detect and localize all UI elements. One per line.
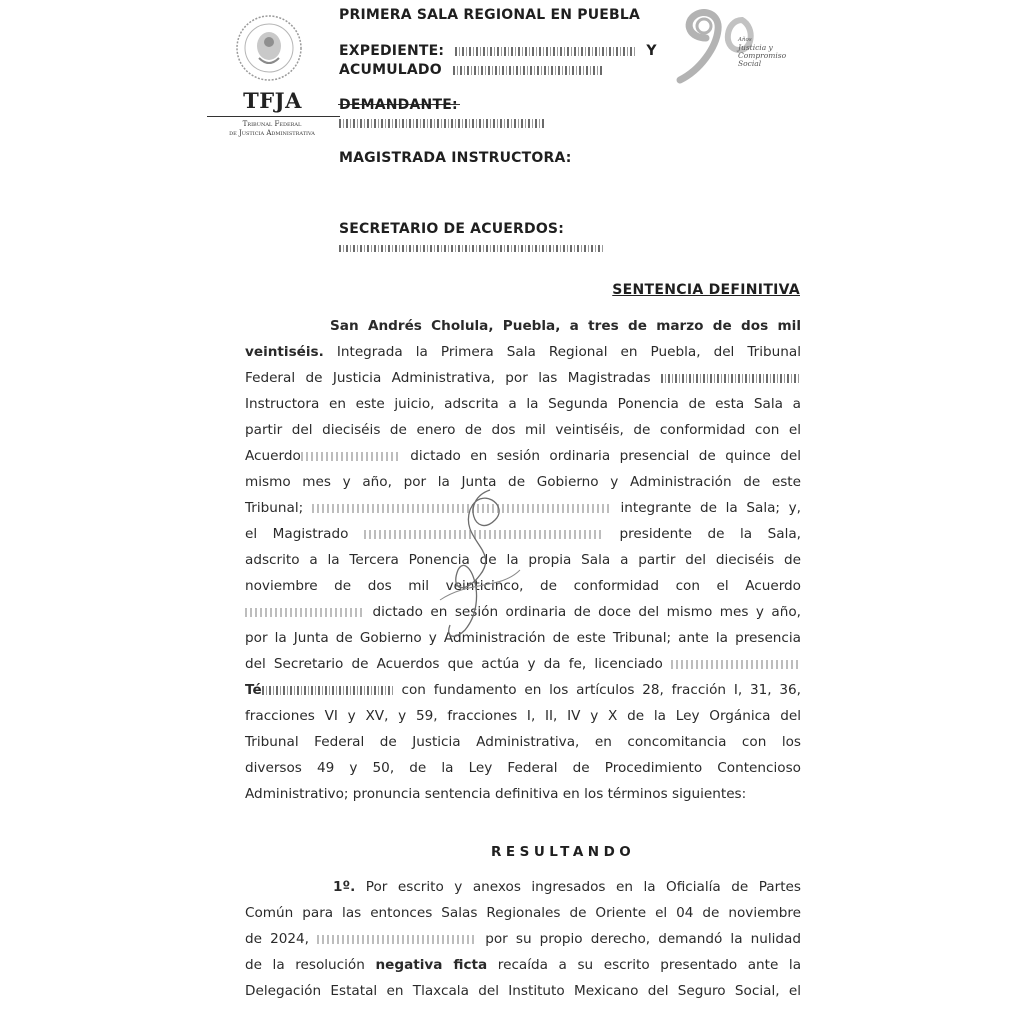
anniv-compromiso: Compromiso Social	[738, 51, 787, 68]
p1-line: mismo mes y año, por la Junta de Gobierno y Administración de este	[245, 474, 801, 490]
p1-line-text: presidente de la Sala,	[619, 526, 801, 542]
expediente-label: EXPEDIENTE:	[339, 43, 445, 59]
redacted-acumulado	[453, 66, 603, 75]
redacted-magistradas	[661, 374, 801, 383]
negativa-ficta-bold: negativa ficta	[375, 957, 488, 973]
p2-line: Común para las entonces Salas Regionales de Oriente el 04 de noviembre	[245, 905, 801, 921]
redacted-demandante-2	[317, 935, 477, 944]
p2-line: Delegación Estatal en Tlaxcala del Instituto Mexicano del Seguro Social, el	[245, 983, 801, 999]
anniv-justicia: Justicia y	[738, 43, 773, 52]
expediente-field	[339, 43, 657, 59]
secretario-label: SECRETARIO DE ACUERDOS:	[339, 221, 565, 237]
p1-line-text: con fundamento en los artículos 28, fracción I, 31, 36,	[401, 682, 801, 698]
p1-line	[245, 365, 801, 391]
p1-line-text: Té	[245, 682, 262, 698]
paragraph-resultando-1	[245, 874, 801, 1004]
p1-line	[245, 339, 801, 365]
sala-heading: PRIMERA SALA REGIONAL EN PUEBLA	[339, 7, 641, 23]
demandante-value	[339, 115, 544, 131]
redacted-acuerdo-2	[245, 608, 365, 617]
p2-line-text: de 2024,	[245, 931, 310, 947]
p1-line	[245, 677, 801, 703]
p1-line: Administrativo; pronuncia sentencia definitiva en los términos siguientes:	[245, 786, 747, 802]
p1-line-text: Acuerdo	[245, 448, 301, 464]
p1-line: por la Junta de Gobierno y Administración de este Tribunal; ante la presencia	[245, 630, 801, 646]
redacted-magistrado	[364, 530, 604, 539]
date-year-bold: veintiséis.	[245, 344, 324, 360]
redacted-acuerdo	[301, 452, 401, 461]
p1-line-text: del Secretario de Acuerdos que actúa y da fe, licenciado	[245, 656, 663, 672]
tfja-full-name	[197, 120, 347, 138]
p1-line: noviembre de dos mil veinticinco, de conformidad con el Acuerdo	[245, 578, 801, 594]
demandante-label: DEMANDANTE:	[339, 97, 458, 113]
p2-line	[245, 926, 801, 952]
p2-line-text: por su propio derecho, demandó la nulidad	[485, 931, 801, 947]
tfja-name-line2: de Justicia Administrativa	[229, 129, 315, 137]
p1-line	[245, 599, 801, 625]
p1-line-text: Federal de Justicia Administrativa, por las Magistradas	[245, 370, 651, 386]
p1-line-text: Tribunal;	[245, 500, 304, 516]
acumulado-field	[339, 62, 603, 78]
redacted-licenciado	[671, 660, 801, 669]
tfja-acronym: TFJA	[243, 88, 302, 113]
p1-line-text: dictado en sesión ordinaria de doce del mismo mes y año,	[372, 604, 801, 620]
p2-line	[245, 952, 801, 978]
p1-line-text: el Magistrado	[245, 526, 349, 542]
p2-line	[245, 874, 801, 900]
secretario-value	[339, 240, 605, 256]
p1-line: Tribunal Federal de Justicia Administrativa, en concomitancia con los	[245, 734, 801, 750]
redacted-demandante	[339, 119, 544, 128]
logo-divider	[207, 116, 340, 117]
p1-line: diversos 49 y 50, de la Ley Federal de Procedimiento Contencioso	[245, 760, 801, 776]
expediente-suffix: Y	[646, 43, 657, 59]
anniversary-tagline	[738, 36, 798, 68]
anniv-years: Años	[738, 37, 752, 43]
p2-line-text: recaída a su escrito presentado ante la	[497, 957, 802, 973]
p1-line	[245, 495, 801, 521]
paragraph-integracion	[245, 313, 801, 807]
p2-line-text: de la resolución	[245, 957, 365, 973]
p1-line-text: integrante de la Sala; y,	[620, 500, 801, 516]
p1-line	[245, 521, 801, 547]
p1-line-text: dictado en sesión ordinaria presencial de quince del	[410, 448, 801, 464]
magistrada-label: MAGISTRADA INSTRUCTORA:	[339, 150, 572, 166]
redacted-licenciado-2	[262, 686, 394, 695]
p1-line: partir del dieciséis de enero de dos mil veintiséis, de conformidad con el	[245, 422, 801, 438]
p1-line	[245, 651, 801, 677]
redacted-expediente	[455, 47, 635, 56]
p1-line	[245, 443, 801, 469]
tfja-name-line1: Tribunal Federal	[242, 120, 302, 128]
acumulado-label: ACUMULADO	[339, 62, 442, 78]
resultando-number: 1º.	[333, 879, 356, 895]
tfja-logo	[205, 12, 340, 137]
p1-line: San Andrés Cholula, Puebla, a tres de marzo de dos mil	[330, 318, 801, 334]
p1-line-text: Integrada la Primera Sala Regional en Puebla, del Tribunal	[336, 344, 802, 360]
national-seal-icon	[235, 14, 303, 82]
p1-line: fracciones VI y XV, y 59, fracciones I, II, IV y X de la Ley Orgánica del	[245, 708, 801, 724]
p1-line: adscrito a la Tercera Ponencia de la propia Sala a partir del dieciséis de	[245, 552, 801, 568]
redacted-secretario	[339, 245, 605, 252]
redacted-integrante	[312, 504, 612, 513]
document-title: SENTENCIA DEFINITIVA	[612, 282, 800, 298]
section-heading-resultando: RESULTANDO	[491, 844, 636, 860]
p2-line-text: Por escrito y anexos ingresados en la Oficialía de Partes	[365, 879, 801, 895]
p1-line: Instructora en este juicio, adscrita a la Segunda Ponencia de esta Sala a	[245, 396, 801, 412]
